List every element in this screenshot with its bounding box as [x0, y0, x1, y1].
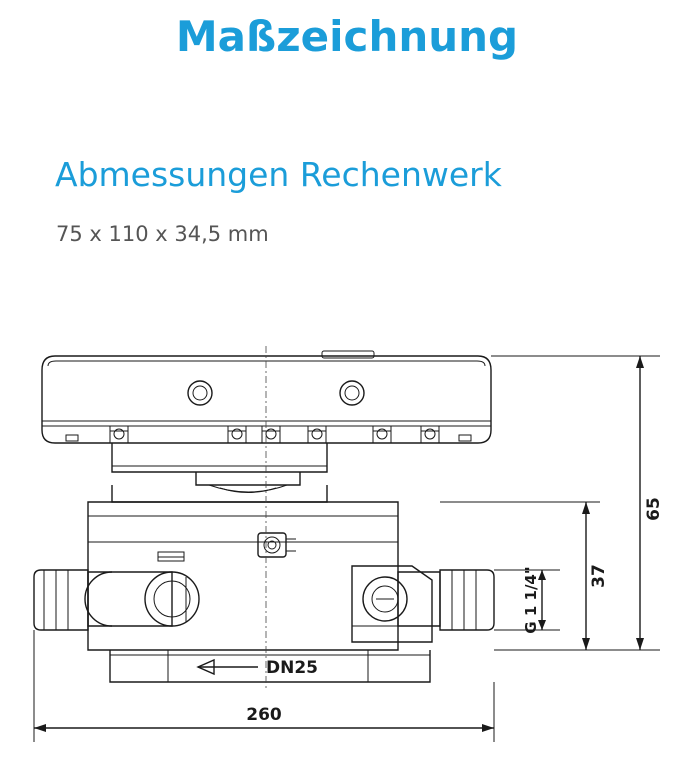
page-title: Maßzeichnung	[175, 12, 519, 61]
flow-arrow-icon	[198, 660, 258, 674]
calculator-unit	[42, 351, 491, 443]
overall-length-label: 260	[246, 705, 282, 725]
body-height-label: 37	[589, 564, 609, 588]
sensor-pocket	[352, 566, 432, 642]
section-heading: Abmessungen Rechenwerk	[55, 155, 502, 194]
mounting-bracket	[112, 443, 327, 493]
dimension-thread	[522, 566, 546, 633]
dimension-overall-height	[636, 356, 664, 650]
thread-label: G 1 1/4"	[522, 566, 540, 634]
flow-sensor-body	[85, 485, 440, 650]
threaded-connections	[34, 570, 494, 630]
dimension-overall-length	[34, 630, 494, 742]
dimension-body-height	[582, 502, 609, 650]
temperature-sensor-fitting	[258, 533, 296, 557]
dimension-lines	[34, 356, 664, 742]
pipe-band	[110, 650, 430, 682]
overall-height-label: 65	[644, 497, 664, 521]
technical-drawing	[0, 330, 694, 768]
nominal-diameter-label: DN25	[266, 658, 318, 678]
cable-glands	[110, 426, 439, 443]
dimensions-text: 75 x 110 x 34,5 mm	[56, 222, 269, 246]
